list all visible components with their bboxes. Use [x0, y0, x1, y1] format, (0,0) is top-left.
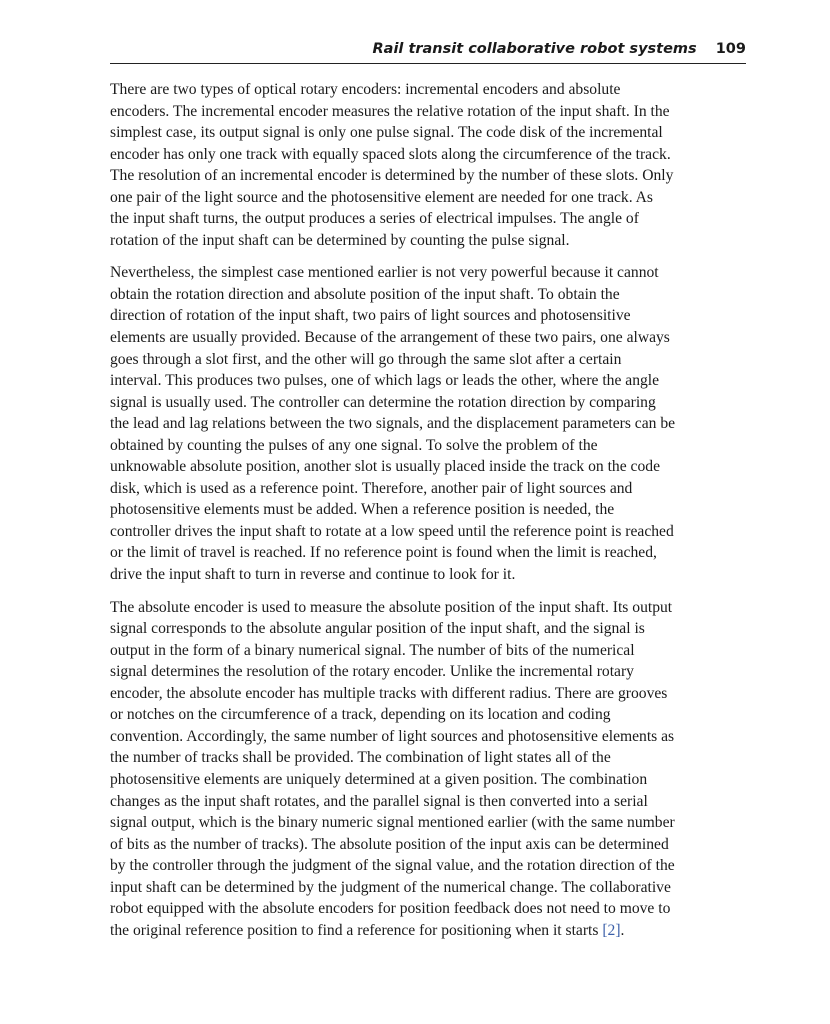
text-line: direction of rotation of the input shaft, two pairs of light sources and photosensitive [110, 307, 631, 325]
text-line: The resolution of an incremental encoder is determined by the number of these slots. Only [110, 167, 674, 185]
text-line: of bits as the number of tracks). The absolute position of the input axis can be determined [110, 835, 669, 853]
text-line: input shaft can be determined by the judgment of the numerical change. The collaborative [110, 878, 671, 896]
text-line: or notches on the circumference of a track, depending on its location and coding [110, 706, 611, 724]
paragraph-last-line: the original reference position to find a reference for positioning when it starts [2]. [110, 921, 625, 939]
text-line: signal corresponds to the absolute angular position of the input shaft, and the signal is [110, 620, 645, 638]
text-line: the input shaft turns, the output produces a series of electrical impulses. The angle of [110, 210, 639, 228]
text-line: There are two types of optical rotary encoders: incremental encoders and absolute [110, 81, 621, 98]
text-line: controller drives the input shaft to rotate at a low speed until the reference point is reached [110, 522, 674, 540]
text-line: or the limit of travel is reached. If no reference point is found when the limit is reached, [110, 544, 657, 562]
text-line: elements are usually provided. Because of the arrangement of these two pairs, one always [110, 329, 670, 347]
text-line: drive the input shaft to turn in reverse and continue to look for it. [110, 566, 516, 584]
text-line: the number of tracks shall be provided. The combination of light states all of the [110, 749, 611, 767]
page-number: 109 [715, 41, 746, 57]
text-line: goes through a slot first, and the other will go through the same slot after a certain [110, 350, 622, 368]
text-line: unknowable absolute position, another slot is usually placed inside the track on the code [110, 458, 660, 476]
text-line: photosensitive elements are uniquely determined at a given position. The combination [110, 770, 648, 788]
paragraph-absolute-encoders [110, 597, 746, 942]
text-line: disk, which is used as a reference point. Therefore, another pair of light sources and [110, 479, 633, 497]
text-line: changes as the input shaft rotates, and the parallel signal is then converted into a serial [110, 792, 648, 810]
text-line: photosensitive elements must be added. When a reference position is needed, the [110, 501, 615, 519]
text-line: the lead and lag relations between the two signals, and the displacement parameters can be [110, 415, 676, 433]
citation-link[interactable]: [2] [602, 921, 621, 939]
text-line: interval. This produces two pulses, one of which lags or leads the other, where the angle [110, 372, 660, 390]
paragraph-direction-detection [110, 262, 746, 585]
text-line: output in the form of a binary numerical signal. The number of bits of the numerical [110, 641, 635, 659]
text-line: one pair of the light source and the photosensitive element are needed for one track. As [110, 188, 653, 206]
text-line: encoders. The incremental encoder measures the relative rotation of the input shaft. In the [110, 102, 670, 120]
text-line: encoder has only one track with equally spaced slots along the circumference of the track. [110, 145, 671, 163]
running-head [110, 38, 746, 64]
text-line: Nevertheless, the simplest case mentioned earlier is not very powerful because it cannot [110, 264, 659, 282]
text-line: convention. Accordingly, the same number of light sources and photosensitive elements as [110, 727, 675, 745]
text-line: signal is usually used. The controller can determine the rotation direction by comparing [110, 393, 656, 411]
text-line: robot equipped with the absolute encoders for position feedback does not need to move to [110, 900, 671, 918]
body-text [110, 79, 746, 952]
text-line: by the controller through the judgment of the signal value, and the rotation direction of the [110, 857, 675, 875]
text-line: The absolute encoder is used to measure the absolute position of the input shaft. Its output [110, 598, 673, 616]
text-line: signal determines the resolution of the rotary encoder. Unlike the incremental rotary [110, 663, 634, 681]
text-line: obtained by counting the pulses of any one signal. To solve the problem of the [110, 436, 598, 454]
text-line: encoder, the absolute encoder has multiple tracks with different radius. There are grooves [110, 684, 668, 702]
text-line: rotation of the input shaft can be determined by counting the pulse signal. [110, 231, 570, 249]
paragraph-incremental-encoders [110, 79, 746, 251]
running-head-title: Rail transit collaborative robot systems [372, 41, 697, 57]
text-line: simplest case, its output signal is only one pulse signal. The code disk of the incremental [110, 124, 663, 142]
text-line: signal output, which is the binary numeric signal mentioned earlier (with the same number [110, 814, 675, 832]
text-line: obtain the rotation direction and absolute position of the input shaft. To obtain the [110, 285, 620, 303]
